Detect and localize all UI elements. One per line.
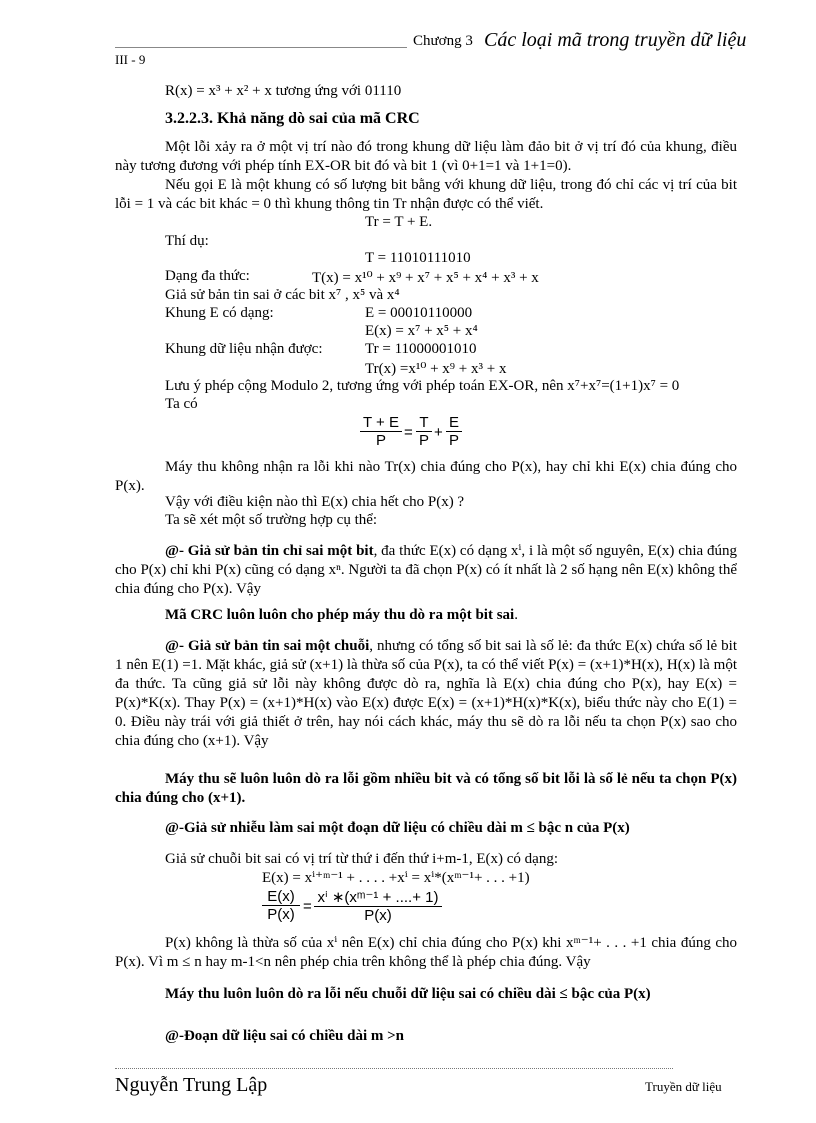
fraction-numerator: T + E: [360, 414, 402, 432]
chapter-label: Chương 3: [413, 33, 473, 49]
paragraph-3: Máy thu không nhận ra lỗi khi nào Tr(x) chia đúng cho P(x), hay chỉ khi E(x) chia đúng cho P(x).: [115, 459, 737, 494]
footer-subject: Truyền dữ liệu: [645, 1079, 722, 1094]
fraction-denominator: P: [448, 432, 459, 449]
recv-label: Khung dữ liệu nhận được:: [165, 341, 323, 357]
poly-label: Dạng đa thức:: [165, 268, 250, 284]
case-2: [115, 637, 737, 751]
eq-trx: Tr(x) =x¹⁰ + x⁹ + x³ + x: [365, 361, 507, 377]
fraction-denominator: P(x): [364, 907, 392, 924]
conclusion-1-dot: .: [514, 607, 518, 623]
case-1: [115, 542, 737, 599]
case-3-paragraph: P(x) không là thừa số của xⁱ nên E(x) chỉ chia đúng cho P(x) khi xᵐ⁻¹+ . . . +1 chia đúng cho P(x). Vì m ≤ n hay m-1<n nên phép chia trên không thể là phép chia đúng. Vậy: [115, 935, 737, 970]
ta-co: Ta có: [165, 396, 198, 412]
eq-ex2: E(x) = xⁱ⁺ᵐ⁻¹ + . . . . +xⁱ = xⁱ*(xᵐ⁻¹+ . . . +1): [262, 870, 530, 886]
equals-sign: =: [303, 898, 312, 915]
conclusion-3: Máy thu luôn luôn dò ra lỗi nếu chuỗi dữ liệu sai có chiều dài ≤ bậc của P(x): [165, 986, 651, 1002]
eq-tx: T(x) = x¹⁰ + x⁹ + x⁷ + x⁵ + x⁴ + x³ + x: [312, 270, 539, 286]
question: Vậy với điều kiện nào thì E(x) chia hết cho P(x) ?: [165, 494, 465, 510]
case-3-text: Giả sử chuỗi bit sai có vị trí từ thứ i đến thứ i+m-1, E(x) có dạng:: [165, 851, 558, 867]
conclusion-1: [165, 607, 518, 624]
fraction-numerator: E(x): [262, 888, 300, 906]
plus-sign: +: [434, 424, 443, 441]
conclusion-1-text: Mã CRC luôn luôn cho phép máy thu dò ra một bit sai: [165, 607, 515, 623]
header-rule: [115, 47, 407, 48]
case-2-text: , nhưng có tổng số bit sai là số lẻ: đa thức E(x) chứa số lẻ bit 1 nên E(1) =1. Mặt khác, giả sử (x+1) là thừa số của P(x), ta có thể viết P(x) = (x+1)*H(x), H(x) là một đa thức. Ta cũng giả sử lỗi này không được dò ra, nghĩa là E(x) chia đúng cho P(x), hay E(x) = P(x)*K(x). Thay P(x) = (x+1)*H(x) vào E(x) được E(x) = (x+1)*H(x)*K(x), biểu thức này cho E(1) = 0. Điều này trái với giả thiết ở trên, hay nói cách khác, máy thu sẽ dò ra lỗi nếu ta chọn P(x) sao cho chia đúng cho (x+1). Vậy: [115, 638, 737, 749]
error-bits: Giả sử bản tin sai ở các bit x⁷ , x⁵ và x⁴: [165, 287, 400, 303]
footer-rule: [115, 1068, 673, 1069]
chapter-title: Các loại mã trong truyền dữ liệu: [484, 29, 747, 51]
case-2-heading: @- Giả sử bản tin sai một chuỗi: [165, 638, 370, 654]
fraction-numerator: T: [416, 414, 432, 432]
paragraph-1: Một lỗi xảy ra ở một vị trí nào đó trong khung dữ liệu làm đảo bit ở vị trí đó của khung, điều này tương đương với phép tính EX-OR bit đó và bit 1 (vì 0+1=1 và 1+1=0).: [115, 139, 737, 174]
equals-sign: =: [404, 424, 413, 441]
eq-tr: Tr = T + E.: [365, 214, 433, 230]
fraction-xi-px: [314, 888, 442, 924]
conclusion-2: Máy thu sẽ luôn luôn dò ra lỗi gồm nhiều bit và có tổng số bit lỗi là số lẻ nếu ta chọn P(x) chia đúng cho (x+1).: [115, 771, 737, 806]
mod2-note: Lưu ý phép cộng Modulo 2, tương ứng với phép toán EX-OR, nên x⁷+x⁷=(1+1)x⁷ = 0: [165, 378, 680, 394]
eq-t: T = 11010111010: [365, 250, 471, 266]
fraction-t: [416, 414, 432, 449]
fraction-denominator: P: [375, 432, 386, 449]
fraction-t-plus-e: [360, 414, 402, 449]
e-label: Khung E có dạng:: [165, 305, 274, 321]
eq-trb: Tr = 11000001010: [365, 341, 477, 357]
fraction-numerator: xⁱ ∗(xᵐ⁻¹ + ....+ 1): [314, 888, 442, 907]
page-number: III - 9: [115, 52, 146, 67]
eq-e: E = 00010110000: [365, 305, 473, 321]
case-3-heading: @-Giả sử nhiễu làm sai một đoạn dữ liệu có chiều dài m ≤ bậc n của P(x): [165, 820, 630, 836]
section-title: 3.2.2.3. Khả năng dò sai của mã CRC: [165, 110, 420, 127]
case-1-heading: @- Giả sử bản tin chỉ sai một bit: [165, 543, 374, 559]
footer-author: Nguyễn Trung Lập: [115, 1074, 268, 1096]
fraction-denominator: P(x): [267, 906, 295, 923]
paragraph-2: Nếu gọi E là một khung có số lượng bit bằng với khung dữ liệu, trong đó chỉ các vị trí của bit lỗi = 1 và các bit khác = 0 thì khung thông tin Tr nhận được có thể viết.: [115, 177, 737, 212]
fraction-ex-px: [262, 888, 300, 923]
case-4-heading: @-Đoạn dữ liệu sai có chiều dài m >n: [165, 1028, 405, 1044]
eq-ex: E(x) = x⁷ + x⁵ + x⁴: [365, 323, 478, 339]
consider: Ta sẽ xét một số trường hợp cụ thể:: [165, 512, 378, 528]
rx-line: R(x) = x³ + x² + x tương ứng với 01110: [165, 83, 402, 99]
example-label: Thí dụ:: [165, 233, 209, 249]
fraction-numerator: E: [446, 414, 462, 432]
fraction-denominator: P: [418, 432, 429, 449]
fraction-e: [446, 414, 462, 449]
case-1-text: , đa thức E(x) có dạng xⁱ, i là một số nguyên, E(x) chia đúng cho P(x) chỉ khi P(x) cũng có dạng xⁿ. Người ta đã chọn P(x) có ít nhất là 2 số hạng nên E(x) không thể chia đúng cho P(x). Vậy: [115, 543, 738, 597]
